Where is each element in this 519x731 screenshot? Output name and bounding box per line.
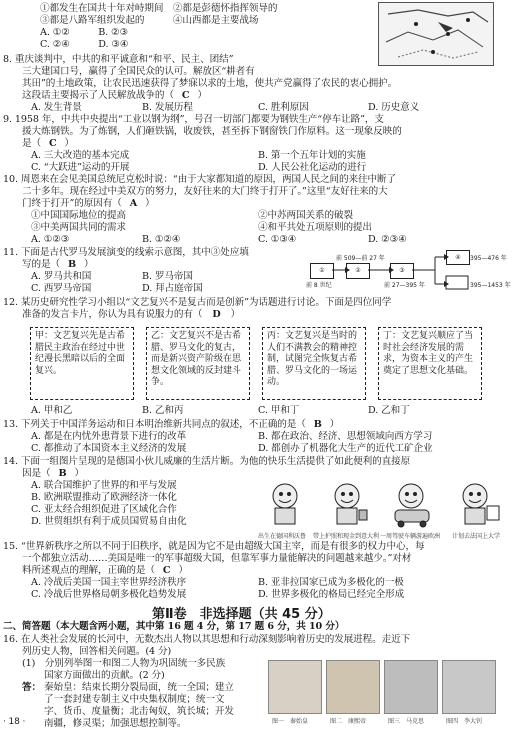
page-number: · 18 · [3, 717, 26, 727]
q13-option-a: A. 都是在内忧外患背景下进行的改革 [31, 431, 187, 442]
card-ding: 丁：文艺复兴顺应了当时社会经济发展的需求，为资本主义的产生奠定了思想文化基础。 [378, 327, 482, 400]
cartoon-3 [395, 484, 429, 527]
timeline-box-3: ③ [390, 263, 414, 279]
q14-option-b: B. 欧洲联盟推动了欧洲经济一体化 [31, 492, 177, 503]
q9-option-a: A. 三大改造的基本完成 [31, 150, 130, 161]
timeline-box-2: ② [346, 263, 370, 279]
q13-option-b: B. 都在政治、经济、思想领域向西方学习 [258, 431, 433, 442]
card-yi: 乙：文艺复兴不是古希腊、罗马文化的复古，而是新兴资产阶级在思想文化领域的反封建斗争。 [146, 327, 250, 400]
q9-option-c: C. “大跃进”运动的开展 [31, 162, 130, 173]
q11-option-b: B. 罗马帝国 [142, 271, 193, 282]
q15-stem-line-1: 15. “世界新秩序之所以不同于旧秩序，就是因为它不是由超级大国主宰，而是有很多的权力中心，每 [3, 541, 425, 552]
q11-option-a: A. 罗马共和国 [31, 271, 92, 282]
q10-answer: A [129, 198, 138, 209]
q14-answer: B [58, 468, 67, 479]
q12-option-a: A. 甲和乙 [31, 405, 73, 416]
portrait-caption-3: 图三 马克思 [388, 718, 425, 725]
q15-option-d: D. 世界多极化的格局已经完全形成 [258, 589, 405, 600]
card-bing: 丙：文艺复兴是当时的人们不满教会的精神控制，试图完全恢复古希腊、罗马文化的一场运动。 [262, 327, 366, 400]
q14-stem-line-2: 因是（ B ） [22, 468, 84, 479]
q10-option-b: B. ①②④ [142, 234, 181, 245]
q15-stem-line-2: 一个都独立活动……美国是唯一的军事超级大国，但靠军事力量能解决的问题越来越少。”对材 [22, 553, 412, 564]
q14-stem-line-1: 14. 下面一组图片呈现的是德国小伙儿威廉的生活片断。为他的快乐生活提供了如此便利的直接原 [3, 456, 411, 467]
q8-option-b: B. 发展历程 [142, 102, 193, 113]
q7-choices-ab: A. ①② B. ②③ [40, 27, 129, 38]
q14-option-a: A. 联合国维护了世界的和平与发展 [31, 480, 177, 491]
cartoon-caption-3: 一周驾驶车辆游遍欧洲 [380, 533, 441, 540]
q16-part-1-line-2: 国家方面做出的贡献。(2 分) [44, 670, 165, 681]
cartoon-caption-2: 带上护照和现金到意大利 [313, 533, 380, 540]
q10-stem-line-3: 门终于打开”的原因有（ A ） [22, 198, 155, 209]
q11-option-d: D. 拜占庭帝国 [142, 283, 203, 294]
q13-option-d: D. 都创办了机器化大生产的近代工矿企业 [258, 443, 433, 454]
timeline-arrows [305, 248, 515, 298]
q8-stem-line-3: 其田”的土地政策，让农民迅速获得了梦寐以求的土地，使共产党赢得了农民的衷心拥护。 [22, 78, 398, 89]
q11-option-c: C. 西罗马帝国 [31, 283, 92, 294]
william-cartoon-strip [255, 478, 510, 530]
portrait-qin-shihuang [268, 660, 322, 714]
q9-option-b: B. 第一个五年计划的实施 [258, 150, 366, 161]
q10-item-4: ④和平共处五项原则的提出 [258, 222, 372, 233]
cartoon-caption-1: 出生在德国利沃鲁 [258, 533, 307, 540]
q12-answer: D [212, 309, 221, 320]
timeline-box-1: ① [310, 263, 334, 279]
q16-answer-line-1: 秦始皇：结束长期分裂局面，统一全国；建立 [44, 682, 234, 693]
q15-option-a: A. 冷战后美国一国主宰世界经济秩序 [31, 577, 187, 588]
q12-option-c: C. 甲和丁 [258, 405, 300, 416]
q7-option-3-4: ③都是八路军组织发起的 ④山西都是主要战场 [40, 15, 259, 26]
q10-item-1: ①中国国际地位的提高 [31, 210, 126, 221]
portrait-caption-1: 图一 秦始皇 [272, 718, 309, 725]
q12-stem-line-1: 12. 某历史研究性学习小组以“文艺复兴不是复古而是创新”为话题进行讨论。下面是四位同学 [3, 297, 392, 308]
q10-item-2: ②中苏两国关系的破裂 [258, 210, 353, 221]
portrait-kangxi [326, 660, 380, 714]
cartoon-1 [273, 484, 297, 524]
q10-item-3: ③中美两国共同的需求 [31, 222, 126, 233]
q12-option-b: B. 乙和丙 [142, 405, 184, 416]
q16-part-1-line-1: (1) 分别列举图一和图二人物为巩固统一多民族 [22, 658, 226, 669]
q15-stem-line-3: 料所述观点的理解，正确的是（ C ） [22, 565, 188, 576]
q7-choices-cd: C. ②④ D. ③④ [40, 39, 129, 50]
q8-option-c: C. 胜利原因 [258, 102, 309, 113]
section-2-subtitle: 二、简答题（本大题含两小题，其中第 16 题 4 分，第 17 题 6 分，共 10 分） [3, 621, 345, 632]
portrait-caption-2: 图二 康熙帝 [330, 718, 367, 725]
q16-answer-line-2: 了一套封建专制主义中央集权制度；统一文 [44, 694, 225, 705]
timeline-label-3: 前 27—395 年 [384, 282, 425, 289]
map-image [378, 2, 494, 66]
cartoon-2 [335, 484, 367, 524]
q13-answer: B [313, 419, 322, 430]
q9-stem-line-2: 援大炼钢铁。为了炼钢，人们砸铁锅，收废铁，甚至拆下钢窗铁门作原料。这一现象反映的 [22, 126, 402, 137]
q9-option-d: D. 人民公社化运动的进行 [258, 162, 367, 173]
q9-stem-line-3: 是（ C ） [22, 138, 75, 149]
q8-option-d: D. 历史意义 [368, 102, 420, 113]
q10-option-c: C. ①③④ [258, 234, 297, 245]
q11-answer: B [67, 259, 76, 270]
timeline-box-4: ④ [446, 250, 470, 265]
q13-stem: 13. 下列关于中国洋务运动和日本明治维新共同点的叙述，不正确的是（ B ） [3, 419, 340, 430]
q9-answer: C [49, 138, 57, 149]
q16-stem-line-2: 列历史人物，回答相关问题。(4 分) [22, 646, 172, 657]
q15-answer: C [162, 565, 171, 576]
card-jia: 甲：文艺复兴先是古希腊民主政治在经过中世纪漫长黑暗以后的全面复兴。 [30, 327, 134, 400]
timeline-label-2: 前 509—前 27 年 [336, 255, 385, 262]
q8-option-a: A. 发生背景 [31, 102, 82, 113]
q11-stem-line-2: 写的是（ B ） [22, 259, 94, 270]
q10-stem-line-2: 二十多年。现在经过中美双方的努力，友好往来的大门终于打开了。”这里“友好往来的大 [22, 186, 388, 197]
cartoon-caption-4: 计划去法国上大学 [452, 533, 501, 540]
portrait-li-dazhao [442, 660, 496, 714]
q8-stem-line-2: 三大建国口号，赢得了全国民众的认可。解放区“耕者有 [22, 66, 255, 77]
portrait-marx [384, 660, 438, 714]
timeline-label-1: 前 8 世纪 [306, 282, 332, 289]
q8-stem-line-1: 8. 重庆谈判中，中共的和平诚意和“和平、民主、团结” [3, 54, 234, 65]
q11-stem-line-1: 11. 下面是古代罗马发展演变的线索示意图，其中③处应填 [3, 247, 249, 258]
q9-stem-line-1: 9. 1958 年，中共中央提出“工业以钢为纲”，号召一切部门都要为钢铁生产“停车让路”，支 [3, 114, 384, 125]
q15-option-b: B. 亚非拉国家已成为多极化的一极 [258, 577, 404, 588]
section-2-title: 第Ⅱ卷 非选择题（共 45 分） [152, 607, 331, 622]
q8-answer: C [181, 90, 190, 101]
q8-stem-line-4: 这段话主要揭示了人民解放战争的（ C ） [22, 90, 207, 101]
q7-option-1-2: ①都发生在国共十年对峙期间 ②都是彭德怀指挥领导的 [40, 3, 278, 14]
timeline-label-4: 395—476 年 [470, 255, 507, 262]
q16-answer-line-3: 字、货币、度量衡；北击匈奴，筑长城；开发 [44, 706, 234, 717]
q13-option-c: C. 都推动了本国资本主义经济的发展 [31, 443, 187, 454]
q16-stem-line-1: 16. 在人类社会发展的长河中，无数杰出人物以其思想和行动深刻影响着历史的发展进程。走近下 [3, 634, 411, 645]
timeline-label-5: 395—1453 年 [470, 282, 511, 289]
q10-option-d: D. ②③④ [368, 234, 407, 245]
q14-option-d: D. 世贸组织有利于成员国贸易自由化 [31, 516, 187, 527]
q12-stem-line-2: 准备的发言卡片，你认为具有说服力的有（ D ） [22, 309, 241, 320]
cartoon-4 [463, 484, 499, 524]
q16-answer-line-4: 南疆，修灵渠；加强思想控制等。 [44, 718, 187, 729]
q14-option-c: C. 亚太经合组织促进了区域化合作 [31, 504, 177, 515]
portrait-caption-4: 图四 李大钊 [446, 718, 483, 725]
q10-stem-line-1: 10. 周恩来在会见美国总统尼克松时说：“由于大家都知道的原因，两国人民之间的来往中断了 [3, 174, 396, 185]
q16-answer-label: 答： [22, 682, 41, 693]
q15-option-c: C. 冷战后世界格局朝多极化趋势发展 [31, 589, 187, 600]
q10-option-a: A. ①②③ [31, 234, 70, 245]
q12-option-d: D. 乙和丁 [368, 405, 410, 416]
